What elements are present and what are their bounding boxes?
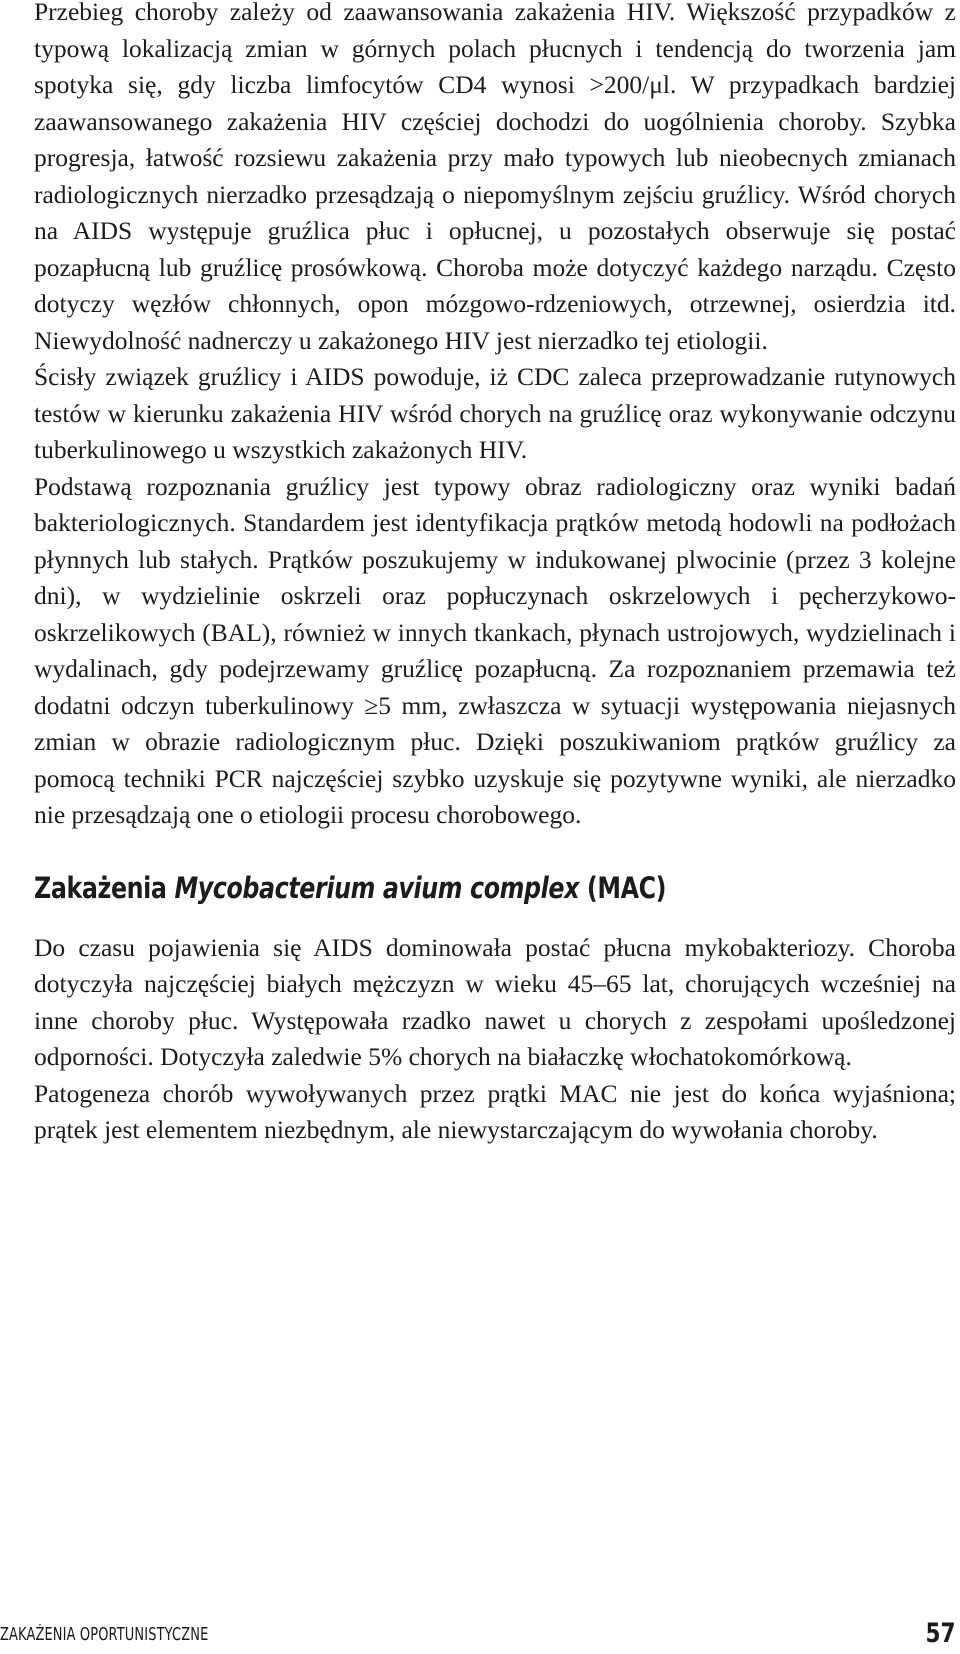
running-footer-title: ZAKAŻENIA OPORTUNISTYCZNE	[0, 1624, 209, 1645]
page-content	[34, 0, 956, 1149]
paragraph-hiv-progression: Przebieg choroby zależy od zaawansowania zakażenia HIV. Większość przypadków z typową lokalizacją zmian w górnych polach płucnych i tendencją do tworzenia jam spotyka się, gdy liczba limfocytów CD4 wynosi >200/μl. W przypadkach bardziej zaawansowanego zakażenia HIV częściej dochodzi do uogólnienia choroby. Szybka progresja, łatwość rozsiewu zakażenia przy mało typowych lub nieobecnych zmianach radiologicznych nierzadko przesądzają o niepomyślnym zejściu gruźlicy. Wśród chorych na AIDS występuje gruźlica płuc i opłucnej, u pozostałych obserwuje się postać pozapłucną lub gruźlicę prosówkową. Choroba może dotyczyć każdego narządu. Często dotyczy węzłów chłonnych, opon mózgowo-rdzeniowych, otrzewnej, osierdzia itd. Niewydolność nadnerczy u zakażonego HIV jest nierzadko tej etiologii.	[34, 0, 956, 355]
section-heading-mac	[34, 868, 790, 908]
section-heading-italic: Mycobacterium avium complex	[174, 870, 580, 905]
section-heading-part2: (MAC)	[579, 870, 667, 905]
section-heading-part1: Zakażenia	[34, 870, 175, 905]
paragraph-mac-pathogenesis: Patogeneza chorób wywoływanych przez prątki MAC nie jest do końca wyjaśniona; prątek jest elementem niezbędnym, ale niewystarczającym do wywołania choroby.	[34, 1078, 956, 1144]
page-footer	[0, 1618, 956, 1654]
paragraph-cdc-recommendation: Ścisły związek gruźlicy i AIDS powoduje, iż CDC zaleca przeprowadzanie rutynowych testów w kierunku zakażenia HIV wśród chorych na gruźlicę oraz wykonywanie odczynu tuberkulinowego u wszystkich zakażonych HIV.	[34, 362, 956, 464]
paragraph-diagnosis: Podstawą rozpoznania gruźlicy jest typowy obraz radiologiczny oraz wyniki badań bakteriologicznych. Standardem jest identyfikacja prątków metodą hodowli na podłożach płynnych lub stałych. Prątków poszukujemy w indukowanej plwocinie (przez 3 kolejne dni), w wydzielinie oskrzeli oraz popłuczynach oskrzelowych i pęcherzykowo-oskrzelikowych (BAL), również w innych tkankach, płynach ustrojowych, wydzielinach i wydalinach, gdy podejrzewamy gruźlicę pozapłucną. Za rozpoznaniem przemawia też dodatni odczyn tuberkulinowy ≥5 mm, zwłaszcza w sytuacji występowania niejasnych zmian w obrazie radiologicznym płuc. Dzięki poszukiwaniom prątków gruźlicy za pomocą techniki PCR najczęściej szybko uzyskuje się pozytywne wyniki, ale nierzadko nie przesądzają one o etiologii procesu chorobowego.	[34, 471, 956, 829]
paragraph-mac-history: Do czasu pojawienia się AIDS dominowała postać płucna mykobakteriozy. Choroba dotyczyła najczęściej białych mężczyzn w wieku 45–65 lat, chorujących wcześniej na inne choroby płuc. Występowała rzadko nawet u chorych z zespołami upośledzonej odporności. Dotyczyła zaledwie 5% chorych na białaczkę włochatokomórkową.	[34, 932, 956, 1071]
page-number: 57	[925, 1618, 956, 1649]
